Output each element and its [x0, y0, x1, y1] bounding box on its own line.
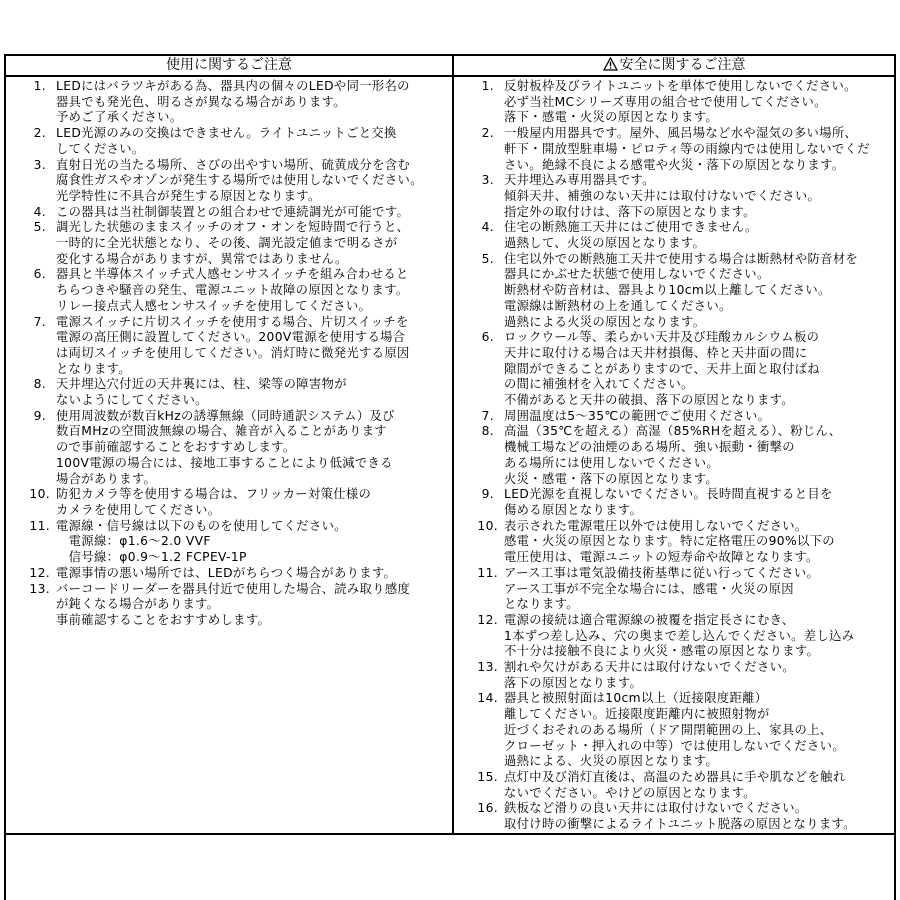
- item-line: 一時的に全光状態となり、その後、調光設定値まで明るさが: [56, 236, 398, 251]
- item-line: 器具と半導体スイッチ式人感センサスイッチを組み合わせると: [56, 267, 409, 282]
- usage-notice-item: [6, 315, 452, 378]
- item-line: 場合があります。: [56, 471, 157, 486]
- item-line: 高温（35℃を超える）高湿（85%RHを超える）、粉じん、: [504, 424, 842, 439]
- usage-notice-item: [6, 205, 452, 221]
- item-text: [504, 79, 894, 126]
- item-number: 7.: [33, 314, 46, 329]
- item-line: 過熱して、火災の原因となります。: [504, 236, 706, 251]
- item-number: 8.: [33, 377, 46, 392]
- item-number: 9.: [33, 408, 46, 423]
- item-line: となります。: [56, 361, 131, 376]
- usage-notice-title: [6, 56, 452, 75]
- item-line: 使用周波数が数百kHzの誘導無線（同時通訳システム）及び: [56, 408, 395, 423]
- item-line: 機械工場などの油煙のある場所、強い振動・衝撃の: [504, 440, 795, 455]
- usage-notice-item: [6, 377, 452, 408]
- item-line: 火災・感電・落下の原因となります。: [504, 471, 719, 486]
- item-text: [504, 566, 894, 613]
- item-number: 4.: [481, 220, 494, 235]
- item-line: 器具と被照射面は10cm以上（近接限度距離）: [504, 691, 768, 706]
- item-number: 2.: [33, 126, 46, 141]
- item-number: 10.: [477, 518, 498, 533]
- safety-notice-item: [454, 566, 894, 613]
- usage-notice-title-text: 使用に関するご注意: [166, 57, 292, 73]
- usage-notice-item: [6, 582, 452, 629]
- item-text: [504, 409, 894, 425]
- item-line: 反射板枠及びライトユニットを単体で使用しないでください。: [504, 79, 857, 93]
- item-text: [56, 220, 452, 267]
- usage-notice-item: [6, 487, 452, 518]
- safety-notice-item: [454, 126, 894, 173]
- item-text: [504, 330, 894, 409]
- item-line: アース工事が不完全な場合には、感電・火災の原因: [504, 581, 794, 596]
- item-text: [56, 409, 452, 488]
- safety-notice-title-text: 安全に関するご注意: [619, 57, 746, 73]
- item-number: 16.: [477, 801, 498, 816]
- safety-notice-item: [454, 613, 894, 660]
- item-text: [56, 158, 452, 205]
- item-number: 15.: [477, 769, 498, 784]
- item-line: 1本ずつ差し込み、穴の奥まで差し込んでください。差し込み: [504, 628, 855, 643]
- item-line: 離してください。近接限度距離内に被照射物が: [504, 707, 770, 722]
- item-line: 100V電源の場合には、接地工事することにより低減できる: [56, 455, 393, 470]
- warning-triangle-icon: [603, 57, 618, 77]
- item-line: 電源線・信号線は以下のものを使用してください。: [56, 518, 347, 533]
- item-number: 2.: [481, 126, 494, 141]
- item-text: [56, 377, 452, 408]
- item-number: 9.: [481, 487, 494, 502]
- item-line: 電源線：φ1.6～2.0 VVF: [56, 534, 211, 549]
- item-text: [504, 801, 894, 832]
- item-line: 予めご了承ください。: [56, 110, 183, 125]
- item-number: 12.: [477, 612, 498, 627]
- item-line: 取付け時の衝撃によるライトユニット脱落の原因となります。: [504, 817, 856, 832]
- item-line: この器具は当社制御装置との組合わせで連続調光が可能です。: [56, 204, 410, 219]
- safety-notice-item: [454, 252, 894, 331]
- item-line: 防犯カメラ等を使用する場合は、フリッカー対策仕様の: [56, 487, 372, 502]
- safety-notice-item: [454, 330, 894, 409]
- item-line: クローゼット・押入れの中等）では使用しないでください。: [504, 738, 845, 753]
- item-line: 天井埋込穴付近の天井裏には、柱、梁等の障害物が: [56, 377, 347, 392]
- item-text: [56, 487, 452, 518]
- item-number: 14.: [477, 691, 498, 706]
- item-number: 1.: [33, 79, 46, 93]
- item-number: 7.: [481, 408, 494, 423]
- item-number: 3.: [481, 173, 494, 188]
- item-line: アース工事は電気設備技術基準に従い行ってください。: [504, 565, 820, 580]
- item-line: 直射日光の当たる場所、さびの出やすい場所、硫黄成分を含む: [56, 157, 411, 172]
- usage-notice-item: [6, 409, 452, 488]
- usage-notice-item: [6, 519, 452, 566]
- header-divider: [6, 75, 894, 77]
- item-line: ちらつきや騒音の発生、電源ユニット故障の原因となります。: [56, 283, 409, 298]
- item-text: [504, 252, 894, 331]
- item-line: 調光した状態のままスイッチのオフ・オンを短時間で行うと、: [56, 220, 410, 235]
- item-number: 6.: [33, 267, 46, 282]
- item-line: ある場所には使用しないでください。: [504, 455, 719, 470]
- item-line: 器具にかぶせた状態で使用しないでください。: [504, 267, 770, 282]
- item-number: 5.: [33, 220, 46, 235]
- safety-notice-item: [454, 660, 894, 691]
- usage-notice-item: [6, 79, 452, 126]
- item-line: 数百MHzの空間波無線の場合、雑音が入ることがあります: [56, 424, 387, 439]
- item-text: [504, 691, 894, 770]
- item-line: LED光源のみの交換はできません。ライトユニットごと交換: [56, 126, 397, 141]
- item-line: 必ず当社MCシリーズ専用の組合せで使用してください。: [504, 94, 827, 109]
- item-line: バーコードリーダーを器具付近で使用した場合、読み取り感度: [56, 581, 411, 596]
- item-text: [56, 205, 452, 221]
- usage-notice-list: [6, 79, 452, 629]
- item-number: 8.: [481, 424, 494, 439]
- usage-notice-item: [6, 566, 452, 582]
- item-text: [56, 315, 452, 378]
- item-number: 13.: [29, 581, 50, 596]
- item-text: [504, 173, 894, 220]
- safety-notice-item: [454, 409, 894, 425]
- item-line: 落下の原因となります。: [504, 675, 643, 690]
- item-line: 軒下・開放型駐車場・ピロティ等の雨線内では使用しないでくだ: [504, 141, 870, 156]
- item-line: 周囲温度は5～35℃の範囲でご使用ください。: [504, 408, 771, 423]
- item-line: の間に補強材を入れてください。: [504, 377, 694, 392]
- item-line: 住宅以外での断熱施工天井で使用する場合は断熱材や防音材を: [504, 251, 859, 266]
- item-text: [56, 582, 452, 629]
- item-text: [504, 770, 894, 801]
- item-line: ないようにしてください。: [56, 393, 208, 408]
- usage-notice-item: [6, 158, 452, 205]
- safety-notice-item: [454, 691, 894, 770]
- item-text: [504, 126, 894, 173]
- item-line: さい。絶縁不良による感電や火災・落下の原因となります。: [504, 157, 845, 172]
- item-number: 10.: [29, 487, 50, 502]
- item-line: が鈍くなる場合があります。: [56, 597, 220, 612]
- item-number: 4.: [33, 204, 46, 219]
- item-text: [504, 660, 894, 691]
- item-line: 信号線：φ0.9～1.2 FCPEV-1P: [56, 550, 247, 565]
- item-line: 不備があると天井の破損、落下の原因となります。: [504, 393, 794, 408]
- safety-notice-item: [454, 173, 894, 220]
- item-line: ないでください。やけどの原因となります。: [504, 785, 756, 800]
- item-text: [504, 220, 894, 251]
- item-text: [56, 519, 452, 566]
- item-number: 12.: [29, 565, 50, 580]
- item-line: 感電・火災の原因となります。特に定格電圧の90%以下の: [504, 534, 835, 549]
- item-line: 近づくおそれのある場所（ドア開閉範囲の上、家具の上、: [504, 722, 833, 737]
- item-line: 過熱による、火災の原因となります。: [504, 754, 719, 769]
- item-line: 電源線は断熱材の上を通してください。: [504, 298, 732, 313]
- item-text: [56, 267, 452, 314]
- item-line: 天井埋込み専用器具です。: [504, 173, 655, 188]
- item-text: [56, 126, 452, 157]
- item-text: [504, 487, 894, 518]
- item-line: 表示された電源電圧以外では使用しないでください。: [504, 518, 808, 533]
- safety-notice-title: [454, 56, 894, 75]
- usage-notice-item: [6, 126, 452, 157]
- item-line: 割れや欠けがある天井には取付けないでください。: [504, 660, 795, 675]
- item-line: リレー接点式人感センサスイッチを使用してください。: [56, 298, 372, 313]
- item-text: [504, 424, 894, 487]
- item-line: 事前確認することをおすすめします。: [56, 612, 271, 627]
- item-line: は両切スイッチを使用してください。消灯時に微発光する原因: [56, 345, 410, 360]
- item-line: 電源事情の悪い場所では、LEDがちらつく場合があります。: [56, 565, 397, 580]
- item-line: 不十分は接触不良により火災・感電の原因となります。: [504, 644, 820, 659]
- item-number: 11.: [477, 565, 498, 580]
- item-line: 過熱による火災の原因となります。: [504, 314, 706, 329]
- item-line: 隙間ができることがありますので、天井上面と取付ばね: [504, 361, 820, 376]
- item-number: 5.: [481, 251, 494, 266]
- item-line: カメラを使用してください。: [56, 502, 221, 517]
- item-line: ロックウール等、柔らかい天井及び珪酸カルシウム板の: [504, 330, 820, 345]
- item-line: 断熱材や防音材は、器具より10cm以上離してください。: [504, 283, 831, 298]
- item-line: 傷める原因となります。: [504, 502, 643, 517]
- safety-notice-item: [454, 770, 894, 801]
- item-line: ので事前確認することをおすすめします。: [56, 440, 296, 455]
- item-text: [504, 519, 894, 566]
- usage-notice-item: [6, 220, 452, 267]
- item-number: 11.: [29, 518, 50, 533]
- item-line: 光学特性に不具合が発生する原因となります。: [56, 188, 321, 203]
- item-line: 器具でも発光色、明るさが異なる場合があります。: [56, 94, 346, 109]
- item-line: 腐食性ガスやオゾンが発生する場所では使用しないでください。: [56, 173, 423, 188]
- safety-notice-item: [454, 79, 894, 126]
- item-number: 1.: [481, 79, 494, 93]
- item-line: 点灯中及び消灯直後は、高温のため器具に手や肌などを触れ: [504, 769, 846, 784]
- item-line: LEDにはバラツキがある為、器具内の個々のLEDや同一形名の: [56, 79, 410, 93]
- safety-notice-item: [454, 519, 894, 566]
- item-line: してください。: [56, 141, 145, 156]
- item-line: 電源の接続は適合電源線の被覆を指定長さにむき、: [504, 612, 795, 627]
- bottom-divider: [6, 833, 894, 835]
- item-line: 電源の高圧側に設置してください。200V電源を使用する場合: [56, 330, 406, 345]
- item-line: となります。: [504, 597, 579, 612]
- item-line: 電源スイッチに片切スイッチを使用する場合、片切スイッチを: [56, 314, 409, 329]
- item-line: 電圧使用は、電源ユニットの短寿命や故障となります。: [504, 550, 819, 565]
- item-text: [56, 79, 452, 126]
- safety-notice-item: [454, 801, 894, 832]
- item-line: 指定外の取付けは、落下の原因となります。: [504, 204, 756, 219]
- item-line: LED光源を直視しないでください。長時間直視すると目を: [504, 487, 833, 502]
- item-line: 天井に取付ける場合は天井材損傷、枠と天井面の間に: [504, 345, 808, 360]
- usage-notice-item: [6, 267, 452, 314]
- item-text: [504, 613, 894, 660]
- item-number: 13.: [477, 660, 498, 675]
- item-line: 傾斜天井、補強のない天井には取付けないでください。: [504, 188, 821, 203]
- item-number: 3.: [33, 157, 46, 172]
- item-line: 住宅の断熱施工天井にはご使用できません。: [504, 220, 758, 235]
- safety-notice-list: [454, 79, 894, 833]
- item-line: 鉄板など滑りの良い天井には取付けないでください。: [504, 801, 808, 816]
- item-line: 一般屋内用器具です。屋外、風呂場など水や湿気の多い場所、: [504, 126, 858, 141]
- item-number: 6.: [481, 330, 494, 345]
- safety-notice-item: [454, 487, 894, 518]
- item-line: 変化する場合がありますが、異常ではありません。: [56, 251, 348, 266]
- safety-notice-item: [454, 220, 894, 251]
- item-line: 落下・感電・火災の原因となります。: [504, 110, 719, 125]
- safety-notice-item: [454, 424, 894, 487]
- notice-table: [4, 54, 896, 900]
- item-text: [56, 566, 452, 582]
